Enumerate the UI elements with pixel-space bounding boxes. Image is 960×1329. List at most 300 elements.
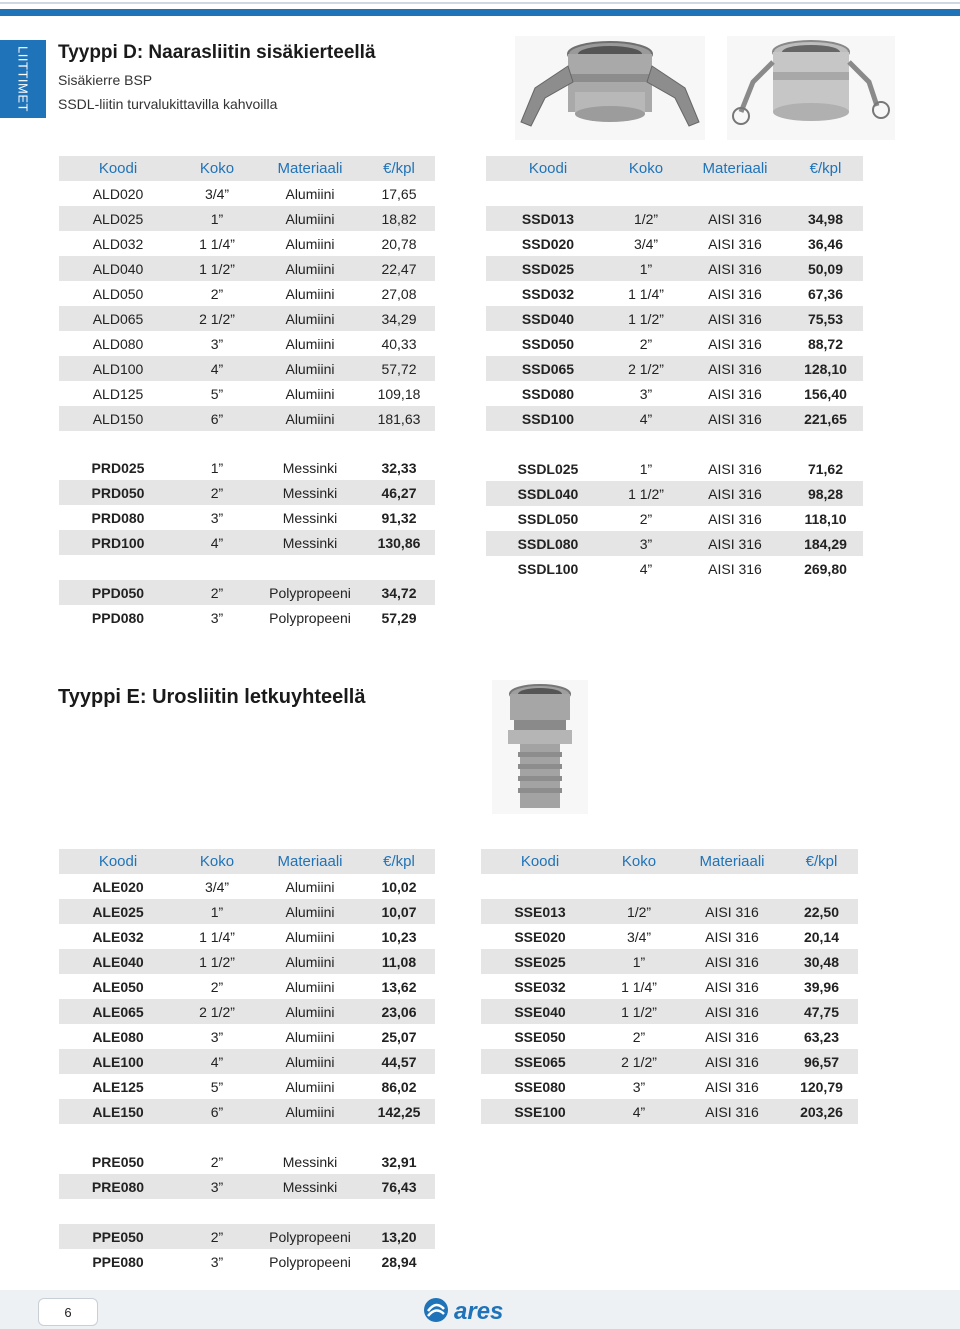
cell-size: 4” bbox=[639, 560, 653, 577]
cell-price: 32,33 bbox=[381, 459, 417, 476]
cell-size: 2” bbox=[632, 1028, 646, 1045]
header-size: Koko bbox=[621, 853, 657, 870]
table-row bbox=[486, 506, 863, 531]
table-row bbox=[59, 206, 435, 231]
cell-price: 76,43 bbox=[381, 1178, 417, 1195]
table-row bbox=[481, 1099, 858, 1124]
cell-code: PPE080 bbox=[92, 1253, 144, 1270]
table-row bbox=[486, 406, 863, 431]
cell-price: 36,46 bbox=[807, 235, 844, 252]
cell-code: SSD050 bbox=[521, 335, 575, 352]
table-row bbox=[59, 605, 435, 630]
table-row bbox=[486, 231, 863, 256]
cell-price: 184,29 bbox=[804, 535, 847, 552]
cell-material: Alumiini bbox=[285, 1028, 335, 1045]
cell-code bbox=[59, 555, 177, 580]
cell-code: SSD040 bbox=[521, 310, 575, 327]
cell-size: 1 1/2” bbox=[199, 953, 235, 970]
table-row bbox=[59, 181, 435, 206]
cell-price: 91,32 bbox=[381, 509, 417, 526]
cell-code: SSE020 bbox=[514, 928, 566, 945]
cell-code: ALE020 bbox=[92, 878, 144, 895]
cell-code: ALE040 bbox=[92, 953, 144, 970]
cell-size: 2” bbox=[210, 978, 224, 995]
cell-size bbox=[599, 874, 679, 899]
cell-size: 5” bbox=[210, 1078, 224, 1095]
cell-price: 109,18 bbox=[377, 385, 421, 402]
table-row bbox=[59, 356, 435, 381]
cell-code: ALE050 bbox=[92, 978, 144, 995]
cell-size: 3” bbox=[210, 335, 224, 352]
cell-size: 3” bbox=[632, 1078, 646, 1095]
cell-code: SSE040 bbox=[514, 1003, 566, 1020]
cell-code: ALD040 bbox=[92, 260, 144, 277]
cell-price: 57,29 bbox=[381, 609, 417, 626]
cell-price bbox=[363, 555, 435, 580]
section-d-title: Tyyppi D: Naarasliitin sisäkierteellä bbox=[58, 42, 376, 63]
cell-material: AISI 316 bbox=[708, 460, 762, 477]
header-size: Koko bbox=[199, 160, 235, 177]
table-header-row bbox=[481, 849, 858, 874]
header-price: €/kpl bbox=[383, 160, 415, 177]
cell-price: 181,63 bbox=[377, 410, 421, 427]
section-d-subtitle-1: Sisäkierre BSP bbox=[58, 72, 153, 88]
cell-code bbox=[486, 181, 610, 206]
cell-size: 1” bbox=[210, 903, 224, 920]
header-price: €/kpl bbox=[383, 853, 415, 870]
table-body bbox=[486, 456, 863, 581]
cell-material: AISI 316 bbox=[705, 953, 759, 970]
table-row bbox=[486, 356, 863, 381]
cell-size: 3” bbox=[210, 609, 224, 626]
cell-material: Polypropeeni bbox=[269, 1228, 351, 1245]
cell-price: 96,57 bbox=[803, 1053, 840, 1070]
cell-size: 1” bbox=[210, 459, 224, 476]
cell-code: ALE032 bbox=[92, 928, 144, 945]
cell-code: SSDL050 bbox=[517, 510, 579, 527]
cell-code: SSDL025 bbox=[517, 460, 579, 477]
cell-code: SSE025 bbox=[514, 953, 566, 970]
cell-material: AISI 316 bbox=[708, 410, 762, 427]
cell-size: 3/4” bbox=[204, 185, 230, 202]
cell-material: Alumiini bbox=[285, 1103, 335, 1120]
cell-material: Alumiini bbox=[285, 335, 335, 352]
cell-code: ALE100 bbox=[92, 1053, 144, 1070]
cell-material: Alumiini bbox=[285, 360, 335, 377]
cell-size: 1 1/4” bbox=[199, 928, 235, 945]
header-price: €/kpl bbox=[805, 853, 838, 870]
cell-material: AISI 316 bbox=[705, 1053, 759, 1070]
header-material: Materiaali bbox=[702, 160, 768, 177]
table-type-e-brass-pp bbox=[59, 1149, 435, 1274]
cell-material: AISI 316 bbox=[708, 260, 762, 277]
type-e-hose-tail-photo bbox=[492, 680, 588, 814]
cell-price: 22,50 bbox=[803, 903, 840, 920]
table-row bbox=[486, 206, 863, 231]
table-row bbox=[59, 505, 435, 530]
table-row bbox=[59, 874, 435, 899]
cell-size: 1 1/2” bbox=[621, 1003, 657, 1020]
cell-code: PRD080 bbox=[91, 509, 145, 526]
cell-material: AISI 316 bbox=[708, 485, 762, 502]
cell-material: AISI 316 bbox=[705, 1028, 759, 1045]
cell-code: PRD100 bbox=[91, 534, 145, 551]
table-row bbox=[486, 256, 863, 281]
cell-material: AISI 316 bbox=[705, 903, 759, 920]
table-row bbox=[59, 555, 435, 580]
ares-logo bbox=[422, 1296, 538, 1329]
cell-code: SSE032 bbox=[514, 978, 566, 995]
cell-size: 4” bbox=[210, 1053, 224, 1070]
cell-material bbox=[682, 181, 788, 206]
cell-material: AISI 316 bbox=[708, 560, 762, 577]
cell-price: 10,07 bbox=[381, 903, 417, 920]
cell-price bbox=[363, 1199, 435, 1224]
cell-material: Alumiini bbox=[285, 878, 335, 895]
header-material: Materiaali bbox=[277, 853, 343, 870]
table-row bbox=[59, 1199, 435, 1224]
cell-code: ALD050 bbox=[92, 285, 144, 302]
cell-material: Alumiini bbox=[285, 928, 335, 945]
page-number: 6 bbox=[38, 1298, 98, 1326]
cell-material: Alumiini bbox=[285, 903, 335, 920]
cell-material: AISI 316 bbox=[705, 1103, 759, 1120]
cell-material: Alumiini bbox=[285, 1003, 335, 1020]
cell-code: ALE080 bbox=[92, 1028, 144, 1045]
cell-material: Alumiini bbox=[285, 953, 335, 970]
cell-price: 20,14 bbox=[803, 928, 840, 945]
header-code: Koodi bbox=[98, 160, 138, 177]
cell-size: 1” bbox=[632, 953, 646, 970]
table-type-d-aluminium bbox=[59, 156, 435, 431]
table-type-d-stainless bbox=[486, 156, 863, 431]
cell-size: 4” bbox=[639, 410, 653, 427]
table-row bbox=[59, 406, 435, 431]
cell-size: 4” bbox=[632, 1103, 646, 1120]
cell-size: 2” bbox=[210, 584, 224, 601]
cell-code: PRE080 bbox=[91, 1178, 145, 1195]
cell-code: SSE065 bbox=[514, 1053, 566, 1070]
table-row bbox=[59, 381, 435, 406]
cell-price: 71,62 bbox=[807, 460, 844, 477]
cell-material: Messinki bbox=[282, 1178, 338, 1195]
table-row bbox=[481, 874, 858, 899]
cell-size: 1 1/2” bbox=[628, 310, 664, 327]
table-row bbox=[59, 1049, 435, 1074]
table-type-e-stainless bbox=[481, 849, 858, 1124]
table-row bbox=[486, 331, 863, 356]
cell-code bbox=[481, 874, 599, 899]
cell-size: 1 1/4” bbox=[621, 978, 657, 995]
cell-size bbox=[177, 1199, 257, 1224]
header-material: Materiaali bbox=[277, 160, 343, 177]
cell-price: 46,27 bbox=[381, 484, 417, 501]
table-row bbox=[59, 924, 435, 949]
type-d-coupler-photo bbox=[515, 36, 705, 140]
cell-price: 10,02 bbox=[381, 878, 417, 895]
table-row bbox=[59, 455, 435, 480]
cell-material: Alumiini bbox=[285, 285, 335, 302]
cell-price: 203,26 bbox=[800, 1103, 843, 1120]
cell-price bbox=[785, 874, 858, 899]
cell-price: 142,25 bbox=[377, 1103, 421, 1120]
cell-material: AISI 316 bbox=[708, 310, 762, 327]
cell-price: 18,82 bbox=[381, 210, 417, 227]
cell-code: ALE125 bbox=[92, 1078, 144, 1095]
cell-price: 39,96 bbox=[803, 978, 840, 995]
cell-price: 269,80 bbox=[804, 560, 847, 577]
cell-material: Polypropeeni bbox=[269, 1253, 351, 1270]
cell-code: ALE065 bbox=[92, 1003, 144, 1020]
table-row bbox=[481, 899, 858, 924]
cell-material: Alumiini bbox=[285, 185, 335, 202]
cell-material: Alumiini bbox=[285, 235, 335, 252]
table-row bbox=[481, 974, 858, 999]
cell-size: 1” bbox=[210, 210, 224, 227]
cell-code: ALD025 bbox=[92, 210, 144, 227]
cell-size bbox=[177, 555, 257, 580]
table-row bbox=[59, 1099, 435, 1124]
table-row bbox=[486, 306, 863, 331]
cell-price: 11,08 bbox=[381, 953, 417, 970]
cell-material: Polypropeeni bbox=[269, 609, 351, 626]
cell-code: PPD050 bbox=[91, 584, 145, 601]
table-row bbox=[59, 530, 435, 555]
table-row bbox=[59, 899, 435, 924]
cell-price: 28,94 bbox=[381, 1253, 417, 1270]
cell-price: 75,53 bbox=[807, 310, 844, 327]
cell-size: 6” bbox=[210, 1103, 224, 1120]
cell-code: PRE050 bbox=[91, 1153, 145, 1170]
cell-code: ALD065 bbox=[92, 310, 144, 327]
cell-code: ALD100 bbox=[92, 360, 144, 377]
cell-material bbox=[257, 1199, 363, 1224]
table-row bbox=[486, 381, 863, 406]
cell-size: 3/4” bbox=[204, 878, 230, 895]
cell-code: SSD032 bbox=[521, 285, 575, 302]
cell-code: PPE050 bbox=[92, 1228, 144, 1245]
section-d-subtitle-2: SSDL-liitin turvalukittavilla kahvoilla bbox=[58, 96, 278, 112]
cell-size: 1” bbox=[639, 260, 653, 277]
table-row bbox=[486, 456, 863, 481]
cell-size: 2 1/2” bbox=[199, 1003, 235, 1020]
table-row bbox=[481, 1024, 858, 1049]
table-row bbox=[486, 531, 863, 556]
table-body bbox=[486, 181, 863, 431]
table-row bbox=[59, 281, 435, 306]
side-tab bbox=[0, 40, 46, 118]
cell-code: ALE150 bbox=[92, 1103, 144, 1120]
top-blue-bar bbox=[0, 9, 960, 16]
cell-size: 2” bbox=[210, 285, 224, 302]
cell-price: 22,47 bbox=[381, 260, 417, 277]
cell-material: AISI 316 bbox=[708, 235, 762, 252]
cell-material: Messinki bbox=[282, 459, 338, 476]
cell-size: 3” bbox=[210, 1028, 224, 1045]
cell-size: 1 1/2” bbox=[199, 260, 235, 277]
table-row bbox=[59, 256, 435, 281]
cell-size: 1/2” bbox=[626, 903, 652, 920]
header-price: €/kpl bbox=[809, 160, 842, 177]
table-row bbox=[481, 949, 858, 974]
table-body bbox=[481, 874, 858, 1124]
cell-size: 1 1/4” bbox=[199, 235, 235, 252]
header-material: Materiaali bbox=[699, 853, 765, 870]
table-row bbox=[59, 974, 435, 999]
cell-code: ALD020 bbox=[92, 185, 144, 202]
cell-code: SSD025 bbox=[521, 260, 575, 277]
cell-material: Alumiini bbox=[285, 385, 335, 402]
cell-size: 3” bbox=[210, 1178, 224, 1195]
cell-price: 120,79 bbox=[800, 1078, 843, 1095]
cell-price: 23,06 bbox=[381, 1003, 417, 1020]
table-row bbox=[486, 181, 863, 206]
cell-material: Alumiini bbox=[285, 210, 335, 227]
cell-material: AISI 316 bbox=[708, 360, 762, 377]
cell-price: 17,65 bbox=[381, 185, 417, 202]
table-row bbox=[59, 999, 435, 1024]
cell-material: Messinki bbox=[282, 509, 338, 526]
cell-size: 4” bbox=[210, 360, 224, 377]
cell-material: AISI 316 bbox=[705, 1003, 759, 1020]
cell-code: ALE025 bbox=[92, 903, 144, 920]
cell-size: 2” bbox=[210, 1228, 224, 1245]
table-row bbox=[481, 1074, 858, 1099]
cell-price: 221,65 bbox=[804, 410, 847, 427]
cell-code: SSD065 bbox=[521, 360, 575, 377]
cell-size: 2” bbox=[210, 484, 224, 501]
top-thin-rule bbox=[0, 2, 960, 4]
cell-code: SSE050 bbox=[514, 1028, 566, 1045]
cell-price: 67,36 bbox=[807, 285, 844, 302]
cell-material bbox=[679, 874, 785, 899]
cell-price: 44,57 bbox=[381, 1053, 417, 1070]
cell-code: SSE100 bbox=[514, 1103, 566, 1120]
cell-price: 57,72 bbox=[381, 360, 417, 377]
cell-material: Alumiini bbox=[285, 978, 335, 995]
cell-code: SSE080 bbox=[514, 1078, 566, 1095]
table-header-row bbox=[486, 156, 863, 181]
header-code: Koodi bbox=[528, 160, 568, 177]
table-row bbox=[481, 924, 858, 949]
cell-code: ALD125 bbox=[92, 385, 144, 402]
section-e-title: Tyyppi E: Urosliitin letkuyhteellä bbox=[58, 686, 366, 708]
cell-code: SSDL040 bbox=[517, 485, 579, 502]
cell-size: 3” bbox=[639, 385, 653, 402]
cell-size: 3/4” bbox=[626, 928, 652, 945]
table-row bbox=[486, 481, 863, 506]
cell-price: 20,78 bbox=[381, 235, 417, 252]
cell-size: 3” bbox=[210, 509, 224, 526]
cell-size: 5” bbox=[210, 385, 224, 402]
cell-material: AISI 316 bbox=[708, 210, 762, 227]
table-row bbox=[59, 480, 435, 505]
table-row bbox=[486, 556, 863, 581]
cell-size: 3” bbox=[639, 535, 653, 552]
cell-price: 88,72 bbox=[807, 335, 844, 352]
cell-price: 47,75 bbox=[803, 1003, 840, 1020]
cell-material: Alumiini bbox=[285, 310, 335, 327]
cell-material: Messinki bbox=[282, 1153, 338, 1170]
table-row bbox=[59, 949, 435, 974]
cell-size: 6” bbox=[210, 410, 224, 427]
cell-price: 86,02 bbox=[381, 1078, 417, 1095]
cell-material: AISI 316 bbox=[705, 1078, 759, 1095]
cell-price: 32,91 bbox=[381, 1153, 417, 1170]
table-body bbox=[59, 455, 435, 630]
cell-size: 1 1/4” bbox=[628, 285, 664, 302]
cell-code bbox=[59, 1199, 177, 1224]
table-ssdl bbox=[486, 456, 863, 581]
cell-material: AISI 316 bbox=[708, 285, 762, 302]
table-type-d-brass-pp bbox=[59, 455, 435, 630]
cell-code: SSD013 bbox=[521, 210, 575, 227]
cell-size: 2 1/2” bbox=[621, 1053, 657, 1070]
cell-price: 34,72 bbox=[381, 584, 417, 601]
table-row bbox=[59, 1074, 435, 1099]
side-tab-label: LIITTIMET bbox=[15, 46, 31, 112]
cell-material: AISI 316 bbox=[708, 510, 762, 527]
cell-code: ALD032 bbox=[92, 235, 144, 252]
cell-size bbox=[610, 181, 682, 206]
cell-price: 13,20 bbox=[381, 1228, 417, 1245]
cell-material: Alumiini bbox=[285, 260, 335, 277]
cell-price: 156,40 bbox=[804, 385, 847, 402]
cell-code: SSE013 bbox=[514, 903, 566, 920]
cell-code: PPD080 bbox=[91, 609, 145, 626]
cell-code: ALD080 bbox=[92, 335, 144, 352]
cell-price: 50,09 bbox=[807, 260, 844, 277]
table-row bbox=[481, 999, 858, 1024]
cell-price: 98,28 bbox=[807, 485, 844, 502]
cell-size: 2” bbox=[639, 510, 653, 527]
table-row bbox=[59, 1249, 435, 1274]
cell-price: 34,98 bbox=[807, 210, 844, 227]
table-row bbox=[59, 306, 435, 331]
type-ssdl-coupler-photo bbox=[727, 36, 895, 140]
cell-code: SSDL080 bbox=[517, 535, 579, 552]
cell-price: 118,10 bbox=[804, 510, 847, 527]
cell-price: 63,23 bbox=[803, 1028, 840, 1045]
table-body bbox=[59, 181, 435, 431]
cell-material: AISI 316 bbox=[705, 928, 759, 945]
cell-material: Messinki bbox=[282, 534, 338, 551]
cell-size: 2 1/2” bbox=[199, 310, 235, 327]
header-code: Koodi bbox=[520, 853, 560, 870]
cell-material: Polypropeeni bbox=[269, 584, 351, 601]
cell-price: 25,07 bbox=[381, 1028, 417, 1045]
cell-material: AISI 316 bbox=[708, 535, 762, 552]
header-code: Koodi bbox=[98, 853, 138, 870]
cell-code: SSD080 bbox=[521, 385, 575, 402]
table-row bbox=[486, 281, 863, 306]
cell-price: 30,48 bbox=[803, 953, 840, 970]
table-row bbox=[59, 1149, 435, 1174]
table-row bbox=[59, 1224, 435, 1249]
cell-code: PRD025 bbox=[91, 459, 145, 476]
cell-code: PRD050 bbox=[91, 484, 145, 501]
cell-material bbox=[257, 555, 363, 580]
cell-size: 2” bbox=[210, 1153, 224, 1170]
cell-code: SSD100 bbox=[521, 410, 575, 427]
cell-size: 1 1/2” bbox=[628, 485, 664, 502]
cell-price: 10,23 bbox=[381, 928, 417, 945]
cell-material: Alumiini bbox=[285, 410, 335, 427]
cell-size: 3” bbox=[210, 1253, 224, 1270]
cell-code: SSDL100 bbox=[517, 560, 579, 577]
cell-material: Messinki bbox=[282, 484, 338, 501]
cell-material: AISI 316 bbox=[705, 978, 759, 995]
